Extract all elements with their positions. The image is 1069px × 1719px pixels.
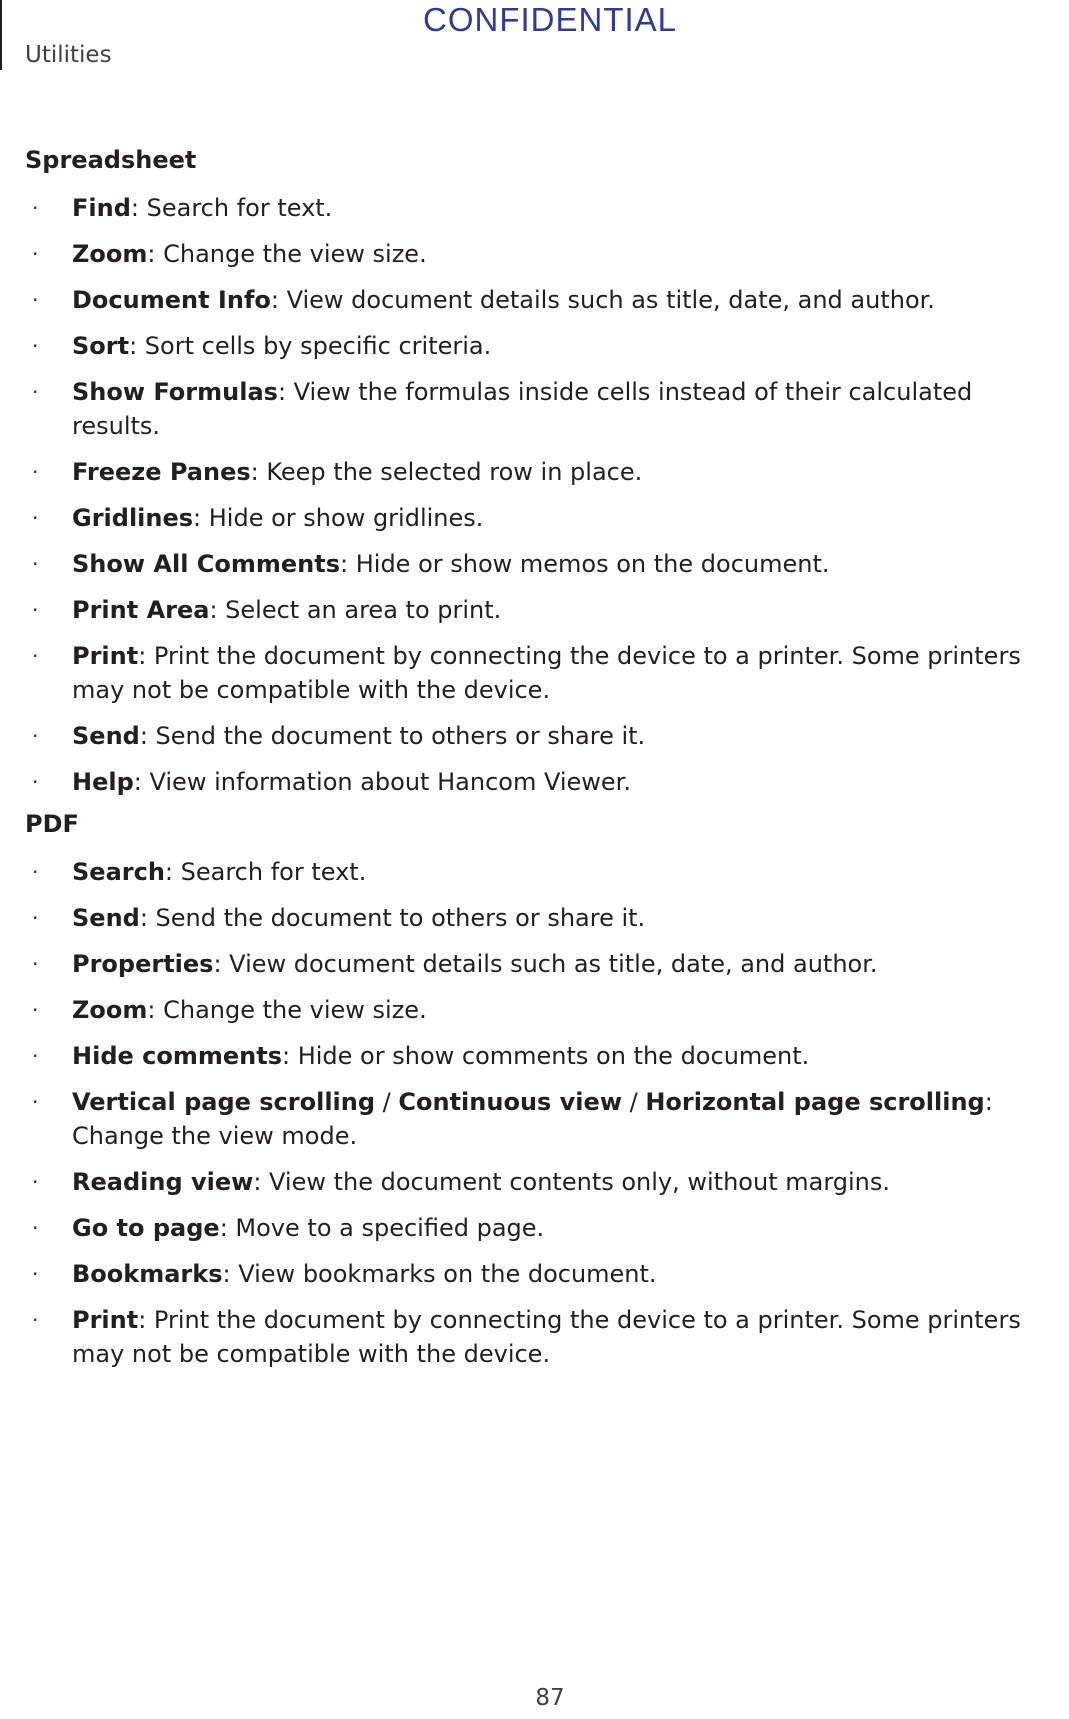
list-item bbox=[25, 593, 1065, 627]
option-term: Print bbox=[72, 1306, 139, 1334]
option-term: Print Area bbox=[72, 596, 210, 624]
option-description: : View information about Hancom Viewer. bbox=[133, 768, 631, 796]
bullet-icon: · bbox=[32, 1262, 39, 1286]
list-item bbox=[25, 639, 1065, 707]
bullet-icon: · bbox=[32, 1170, 39, 1194]
bullet-icon: · bbox=[32, 380, 39, 404]
bullet-icon: · bbox=[32, 196, 39, 220]
list-item bbox=[25, 1257, 1065, 1291]
section-heading-pdf: PDF bbox=[25, 810, 79, 838]
list-item bbox=[25, 855, 1065, 889]
option-term: Help bbox=[72, 768, 134, 796]
option-description: : Hide or show gridlines. bbox=[193, 504, 484, 532]
list-item bbox=[25, 1211, 1065, 1245]
option-description: : Search for text. bbox=[164, 858, 367, 886]
option-description: : Sort cells by specific criteria. bbox=[129, 332, 492, 360]
option-term: Properties bbox=[72, 950, 214, 978]
list-item bbox=[25, 455, 1065, 489]
option-term: Bookmarks bbox=[72, 1260, 223, 1288]
bullet-icon: · bbox=[32, 460, 39, 484]
bullet-icon: · bbox=[32, 724, 39, 748]
option-description: : Send the document to others or share it. bbox=[139, 904, 646, 932]
option-description: : Move to a specified page. bbox=[219, 1214, 545, 1242]
list-item bbox=[25, 191, 1065, 225]
list-item bbox=[25, 547, 1065, 581]
option-term: Show All Comments bbox=[72, 550, 341, 578]
list-item bbox=[25, 1039, 1065, 1073]
list-item bbox=[25, 1165, 1065, 1199]
option-description: : View document details such as title, date, and author. bbox=[270, 286, 935, 314]
bullet-icon: · bbox=[32, 906, 39, 930]
option-term: Sort bbox=[72, 332, 130, 360]
bullet-icon: · bbox=[32, 334, 39, 358]
pdf-option-list bbox=[25, 855, 1065, 1371]
option-description: : View bookmarks on the document. bbox=[222, 1260, 657, 1288]
bullet-icon: · bbox=[32, 770, 39, 794]
option-description: : Print the document by connecting the device to a printer. Some printers may not be compatible with the device. bbox=[72, 642, 1021, 704]
option-description: : Keep the selected row in place. bbox=[250, 458, 643, 486]
option-description: : Change the view mode. bbox=[72, 1088, 993, 1150]
bullet-icon: · bbox=[32, 598, 39, 622]
list-item bbox=[25, 501, 1065, 535]
list-item bbox=[25, 765, 1065, 799]
section-heading-spreadsheet: Spreadsheet bbox=[25, 146, 197, 174]
option-term: Freeze Panes bbox=[72, 458, 251, 486]
list-item bbox=[25, 329, 1065, 363]
list-item bbox=[25, 1085, 1065, 1153]
list-item bbox=[25, 375, 1065, 443]
option-term: Send bbox=[72, 722, 140, 750]
bullet-icon: · bbox=[32, 242, 39, 266]
page-number: 87 bbox=[535, 1685, 565, 1711]
list-item bbox=[25, 237, 1065, 271]
list-item bbox=[25, 719, 1065, 753]
option-description: : Change the view size. bbox=[147, 240, 427, 268]
option-description: : Hide or show memos on the document. bbox=[340, 550, 830, 578]
bullet-icon: · bbox=[32, 1044, 39, 1068]
bullet-icon: · bbox=[32, 644, 39, 668]
bullet-icon: · bbox=[32, 506, 39, 530]
option-term: Print bbox=[72, 642, 139, 670]
option-term: Show Formulas bbox=[72, 378, 278, 406]
option-term: Send bbox=[72, 904, 140, 932]
option-description: : View the formulas inside cells instead of their calculated results. bbox=[72, 378, 973, 440]
option-description: : View document details such as title, date, and author. bbox=[213, 950, 878, 978]
bullet-icon: · bbox=[32, 1216, 39, 1240]
option-separator: / bbox=[375, 1088, 399, 1116]
option-term: Go to page bbox=[72, 1214, 220, 1242]
option-term: Document Info bbox=[72, 286, 271, 314]
bullet-icon: · bbox=[32, 998, 39, 1022]
section-header: Utilities bbox=[25, 42, 112, 68]
bullet-icon: · bbox=[32, 1090, 39, 1114]
option-term: Vertical page scrolling bbox=[72, 1088, 376, 1116]
option-term: Zoom bbox=[72, 240, 148, 268]
option-description: : Change the view size. bbox=[147, 996, 427, 1024]
option-term: Continuous view bbox=[398, 1088, 622, 1116]
list-item bbox=[25, 901, 1065, 935]
option-term: Zoom bbox=[72, 996, 148, 1024]
option-description: : Select an area to print. bbox=[209, 596, 502, 624]
bullet-icon: · bbox=[32, 1308, 39, 1332]
spreadsheet-option-list bbox=[25, 191, 1065, 799]
bullet-icon: · bbox=[32, 952, 39, 976]
option-term: Gridlines bbox=[72, 504, 194, 532]
list-item bbox=[25, 283, 1065, 317]
option-description: : View the document contents only, without margins. bbox=[253, 1168, 891, 1196]
option-term: Search bbox=[72, 858, 165, 886]
list-item bbox=[25, 993, 1065, 1027]
header-divider bbox=[0, 0, 2, 70]
option-term: Find bbox=[72, 194, 131, 222]
option-description: : Send the document to others or share it. bbox=[139, 722, 646, 750]
bullet-icon: · bbox=[32, 552, 39, 576]
option-description: : Search for text. bbox=[130, 194, 333, 222]
option-term: Reading view bbox=[72, 1168, 254, 1196]
bullet-icon: · bbox=[32, 288, 39, 312]
bullet-icon: · bbox=[32, 860, 39, 884]
list-item bbox=[25, 1303, 1065, 1371]
option-separator: / bbox=[621, 1088, 646, 1116]
page-content bbox=[25, 145, 1065, 1383]
list-item bbox=[25, 947, 1065, 981]
option-term: Horizontal page scrolling bbox=[645, 1088, 985, 1116]
option-description: : Hide or show comments on the document. bbox=[281, 1042, 810, 1070]
confidential-watermark: CONFIDENTIAL bbox=[422, 1, 678, 38]
option-term: Hide comments bbox=[72, 1042, 282, 1070]
option-description: : Print the document by connecting the device to a printer. Some printers may not be compatible with the device. bbox=[72, 1306, 1021, 1368]
